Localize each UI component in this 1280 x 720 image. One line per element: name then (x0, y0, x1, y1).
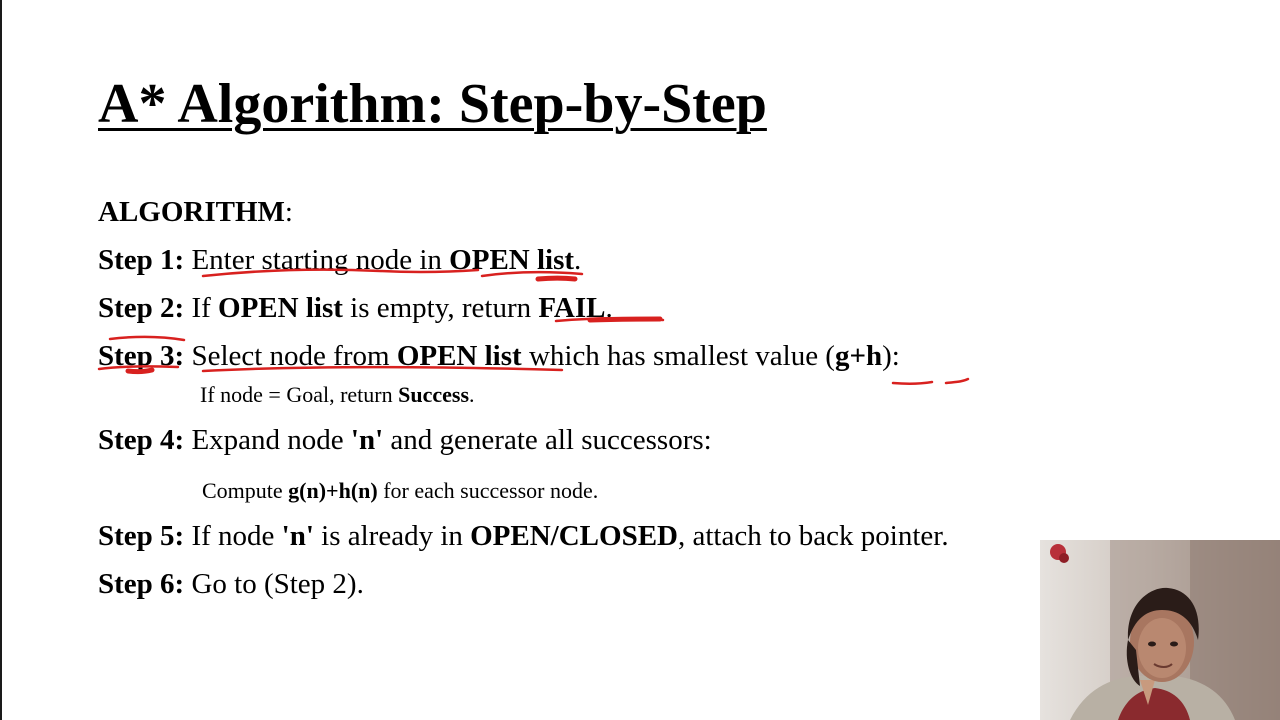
step-4-sub-bold: g(n)+h(n) (288, 478, 378, 503)
step-4-bold: 'n' (350, 424, 384, 456)
step-2 (98, 292, 613, 325)
underline-h (946, 379, 968, 383)
step-3-label: Step 3: (98, 340, 185, 372)
step-2-text-a: If (191, 292, 219, 324)
step-3-subline (200, 382, 475, 408)
step-4-text-b: and generate all successors: (383, 424, 712, 456)
algorithm-colon: : (284, 196, 293, 228)
step-4-text-a: Expand node (191, 424, 351, 456)
underline-open-emphasis (538, 278, 575, 279)
step-4-subline (202, 478, 598, 504)
presenter-webcam (1040, 540, 1280, 720)
step-1-bold: OPEN list (449, 244, 575, 276)
step-2-text-b: is empty, return (342, 292, 539, 324)
slide-left-border (0, 0, 2, 720)
step-2-bold-b: FAIL (538, 292, 606, 324)
step-3-sub-bold: Success (398, 382, 470, 407)
step-4-sub-text-b: for each successor node. (377, 478, 599, 503)
step-3-text-a: Select node from (191, 340, 397, 372)
step-1-text: Enter starting node in (191, 244, 450, 276)
step-5-bold-a: 'n' (281, 520, 314, 552)
step-3-bold-a: OPEN list (396, 340, 522, 372)
step-5-bold-b: OPEN/CLOSED (470, 520, 678, 552)
step-6 (98, 568, 364, 601)
step-3-sub-period: . (469, 382, 475, 407)
step-3-text-b: which has smallest value ( (521, 340, 835, 372)
step-6-text: Go to (Step 2). (191, 568, 364, 600)
slide-title: A* Algorithm: Step-by-Step (98, 73, 767, 135)
step-1-period: . (574, 244, 582, 276)
step-4-sub-text-a: Compute (202, 478, 289, 503)
step-2-label: Step 2: (98, 292, 185, 324)
algorithm-heading (98, 196, 293, 229)
step-5-text-c: , attach to back pointer. (678, 520, 949, 552)
step-1-label: Step 1: (98, 244, 185, 276)
step-3-text-c: ): (882, 340, 900, 372)
underline-g (893, 382, 932, 384)
step-5-label: Step 5: (98, 520, 185, 552)
step-4-label: Step 4: (98, 424, 185, 456)
step-3-sub-text: If node = Goal, return (200, 382, 399, 407)
step-2-bold-a: OPEN list (218, 292, 343, 324)
step-2-period: . (605, 292, 613, 324)
step-5 (98, 520, 949, 553)
step-3-bold-b: g+h (834, 340, 883, 372)
algorithm-label: ALGORITHM (98, 196, 285, 228)
step-1 (98, 244, 581, 277)
presenter-video (1040, 540, 1280, 720)
step-5-text-a: If node (191, 520, 282, 552)
step-5-text-b: is already in (313, 520, 471, 552)
step-6-label: Step 6: (98, 568, 185, 600)
step-3 (98, 340, 900, 373)
step-4 (98, 424, 712, 457)
